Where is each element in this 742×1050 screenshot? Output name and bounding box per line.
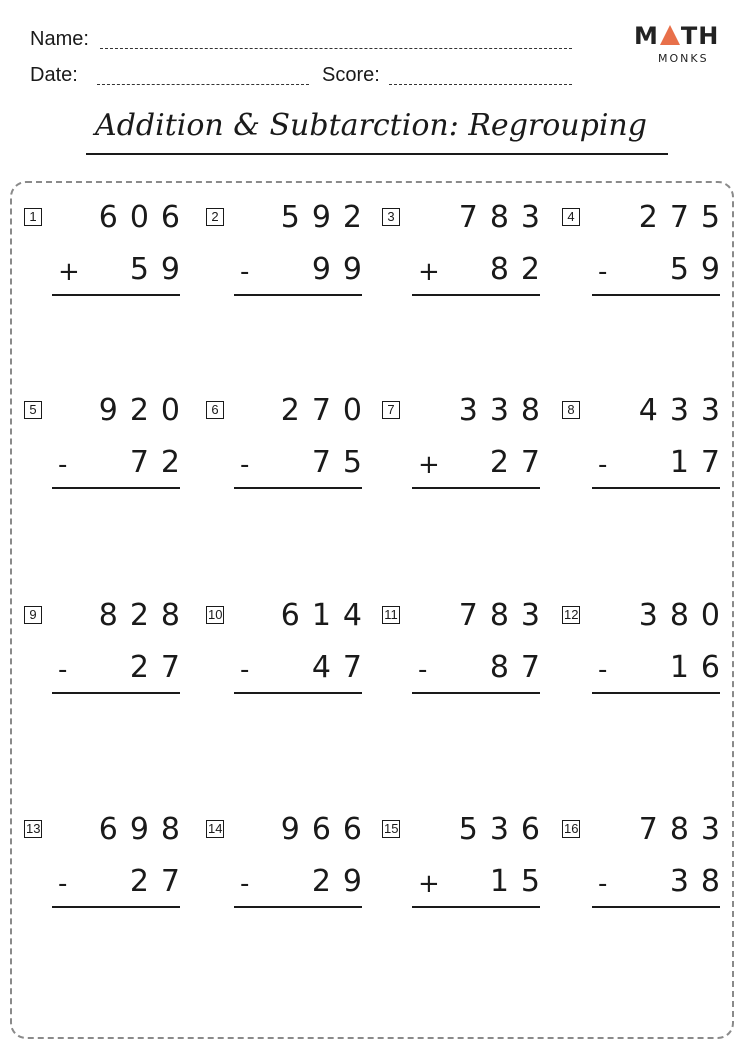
- top-number: 433: [638, 393, 732, 428]
- problem-item: [24, 598, 192, 698]
- answer-line[interactable]: [52, 487, 180, 489]
- bottom-number: 29: [311, 864, 374, 899]
- problem-number: 6: [206, 401, 224, 419]
- top-number: 698: [98, 812, 192, 847]
- problem-number: 3: [382, 208, 400, 226]
- minus-sign: -: [598, 869, 608, 899]
- minus-sign: -: [240, 450, 250, 480]
- name-label: Name:: [30, 28, 89, 50]
- problem-item: [206, 200, 374, 300]
- top-number: 920: [98, 393, 192, 428]
- problem-item: [24, 200, 192, 300]
- bottom-number: 27: [129, 864, 192, 899]
- problem-item: [562, 812, 732, 912]
- bottom-number: 59: [669, 252, 732, 287]
- answer-line[interactable]: [412, 692, 540, 694]
- problem-item: [24, 393, 192, 493]
- bottom-number: 38: [669, 864, 732, 899]
- problem-item: [562, 200, 732, 300]
- bottom-number: 27: [489, 445, 552, 480]
- bottom-number: 75: [311, 445, 374, 480]
- problem-number: 2: [206, 208, 224, 226]
- answer-line[interactable]: [592, 294, 720, 296]
- plus-sign: +: [418, 257, 440, 287]
- top-number: 275: [638, 200, 732, 235]
- bottom-number: 15: [489, 864, 552, 899]
- bottom-number: 27: [129, 650, 192, 685]
- plus-sign: +: [58, 257, 80, 287]
- answer-line[interactable]: [412, 487, 540, 489]
- answer-line[interactable]: [234, 692, 362, 694]
- problem-item: [382, 598, 552, 698]
- minus-sign: -: [240, 869, 250, 899]
- logo-wordmark: [634, 22, 719, 50]
- triangle-icon: [660, 25, 680, 45]
- top-number: 270: [280, 393, 374, 428]
- answer-line[interactable]: [234, 487, 362, 489]
- answer-line[interactable]: [592, 692, 720, 694]
- minus-sign: -: [240, 655, 250, 685]
- problem-item: [206, 393, 374, 493]
- answer-line[interactable]: [52, 906, 180, 908]
- bottom-number: 99: [311, 252, 374, 287]
- top-number: 828: [98, 598, 192, 633]
- minus-sign: -: [240, 257, 250, 287]
- score-label: Score:: [322, 64, 380, 86]
- answer-line[interactable]: [234, 906, 362, 908]
- problem-number: 9: [24, 606, 42, 624]
- top-number: 783: [458, 200, 552, 235]
- top-number: 536: [458, 812, 552, 847]
- answer-line[interactable]: [412, 294, 540, 296]
- problem-number: 5: [24, 401, 42, 419]
- bottom-number: 16: [669, 650, 732, 685]
- minus-sign: -: [598, 257, 608, 287]
- minus-sign: -: [58, 450, 68, 480]
- title-underline: [86, 153, 668, 155]
- bottom-number: 82: [489, 252, 552, 287]
- problem-item: [206, 812, 374, 912]
- problem-item: [562, 393, 732, 493]
- logo-subtitle: MONKS: [658, 52, 709, 65]
- problem-number: 8: [562, 401, 580, 419]
- minus-sign: -: [58, 869, 68, 899]
- problem-number: 1: [24, 208, 42, 226]
- minus-sign: -: [58, 655, 68, 685]
- answer-line[interactable]: [52, 294, 180, 296]
- top-number: 966: [280, 812, 374, 847]
- problem-item: [24, 812, 192, 912]
- minus-sign: -: [418, 655, 428, 685]
- answer-line[interactable]: [592, 906, 720, 908]
- problem-item: [382, 812, 552, 912]
- minus-sign: -: [598, 450, 608, 480]
- top-number: 606: [98, 200, 192, 235]
- plus-sign: +: [418, 869, 440, 899]
- problem-number: 15: [384, 821, 399, 836]
- bottom-number: 72: [129, 445, 192, 480]
- bottom-number: 17: [669, 445, 732, 480]
- bottom-number: 59: [129, 252, 192, 287]
- top-number: 783: [638, 812, 732, 847]
- answer-line[interactable]: [234, 294, 362, 296]
- top-number: 783: [458, 598, 552, 633]
- top-number: 380: [638, 598, 732, 633]
- problem-number: 4: [562, 208, 580, 226]
- problem-number: 13: [26, 821, 41, 836]
- name-field[interactable]: [100, 48, 572, 49]
- top-number: 338: [458, 393, 552, 428]
- worksheet-title: Addition & Subtarction: Regrouping: [95, 108, 647, 143]
- score-field[interactable]: [389, 84, 572, 85]
- problem-item: [382, 393, 552, 493]
- bottom-number: 47: [311, 650, 374, 685]
- problem-item: [382, 200, 552, 300]
- answer-line[interactable]: [52, 692, 180, 694]
- problem-number: 11: [382, 606, 400, 624]
- problem-number: 16: [564, 821, 579, 836]
- logo-word-right: TH: [680, 22, 720, 50]
- math-monks-logo: [634, 22, 724, 66]
- problem-item: [562, 598, 732, 698]
- bottom-number: 87: [489, 650, 552, 685]
- problem-number: 10: [208, 607, 223, 622]
- problem-item: [206, 598, 374, 698]
- minus-sign: -: [598, 655, 608, 685]
- answer-line[interactable]: [412, 906, 540, 908]
- date-field[interactable]: [97, 84, 309, 85]
- problem-number: 12: [564, 607, 579, 622]
- logo-word-left: M: [634, 22, 659, 50]
- answer-line[interactable]: [592, 487, 720, 489]
- top-number: 592: [280, 200, 374, 235]
- problem-number: 14: [208, 821, 223, 836]
- plus-sign: +: [418, 450, 440, 480]
- top-number: 614: [280, 598, 374, 633]
- problem-number: 7: [382, 401, 400, 419]
- date-label: Date:: [30, 64, 78, 86]
